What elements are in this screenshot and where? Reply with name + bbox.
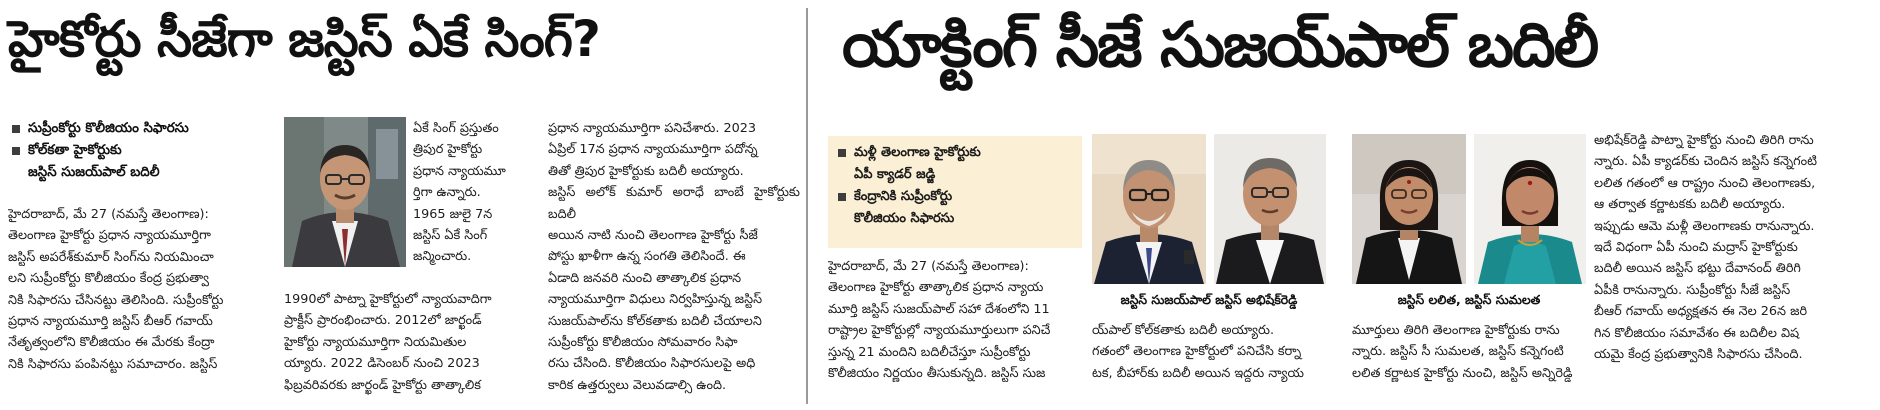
article-left [0,0,804,410]
portrait-justice-sujay-paul [1092,134,1206,284]
column-divider [806,8,808,404]
bullet-item-continued: జస్టిస్ సుజయ్‌పాల్ బదిలీ [28,165,160,180]
article-right [818,0,1880,410]
portrait-justice-sumalatha [1474,134,1586,284]
bullet-dot-icon [838,149,846,157]
bullet-dot-icon [12,147,20,155]
right-body-column-3: మూర్తులు తిరిగి తెలంగాణ హైకోర్టుకు రాను న్నారు. జస్టిస్ సీ సుమలత, జస్టిస్ కన్నెగంటి లలిత కర్ణాటక హైకోర్టు నుంచి, జస్టిస్ అన్నిరెడ్డి [1352,323,1573,381]
portrait-image-icon [1474,134,1586,284]
headline-right: యాక్టింగ్ సీజే సుజయ్‌పాల్ బదిలీ [842,8,1598,81]
left-body-column-2: 1990లో పాట్నా హైకోర్టులో న్యాయవాదిగా ప్రాక్టీస్ ప్రారంభించారు. 2012లో జార్ఖండ్ హైకోర్టు న్యాయమూర్తిగా నియమితుల య్యారు. 2022 డిసెంబర్ నుంచి 2023 ఫిబ్రవరివరకు జార్ఖండ్ హైకోర్టు తాత్కాలిక [284,292,492,393]
portrait-justice-lalitha [1352,134,1466,284]
portrait-image-icon [284,117,406,267]
portrait-justice-abhishek-reddy [1214,134,1326,284]
dateline: హైదరాబాద్, మే 27 (నమస్తే తెలంగాణ): [8,207,209,222]
bullet-item-continued: కొలీజియం సిఫారసు [854,211,955,226]
left-body-column-3: ప్రధాన న్యాయమూర్తిగా పనిచేశారు. 2023 ఏప్రిల్ 17న ప్రధాన న్యాయమూర్తిగా పదోన్న తితో త్రిపుర హైకోర్టుకు బదిలీ అయ్యారు. జస్టిస్ అలోక్ కుమార్ అరాధే బాంబే హైకోర్టుకు బదిలీ అయిన నాటి నుంచి తెలంగాణ హైకోర్టు సీజే పోస్టు ఖాళీగా ఉన్న సంగతి తెలిసిందే. ఈ ఏడాది జనవరి నుంచి తాత్కాలిక ప్రధాన న్యాయమూర్తిగా విధులు నిర్వహిస్తున్న జస్టిస్ సుజయ్‌పాల్‌ను కోల్‌కతాకు బదిలీ చేయాలని సుప్రీంకోర్టు కొలీజియం సోమవారం సిఫా రసు చేసింది. కొలీజియం సిఫారసులపై అధి కారిక ఉత్తర్వులు వెలువడాల్సి ఉంది. [548,121,800,393]
left-body-column-1: హైదరాబాద్, మే 27 (నమస్తే తెలంగాణ): తెలంగాణ హైకోర్టు ప్రధాన న్యాయమూర్తిగా జస్టిస్ అపరేశ్‌కుమార్ సింగ్‌ను నియమించా లని సుప్రీంకోర్టు కొలీజియం కేంద్ర ప్రభుత్వా నికి సిఫారసు చేసినట్టు తెలిసింది. సుప్రీంకోర్టు ప్రధాన న్యాయమూర్తి జస్టిస్ బీఆర్ గవాయ్ నేతృత్వంలోని కొలీజియం ఈ మేరకు కేంద్రా నికి సిఫారసు పంపినట్టు సమాచారం. జస్టిస్ [8,204,278,410]
bullet-dot-icon [12,125,20,133]
portrait-image-icon [1352,134,1466,284]
bullet-item-continued: ఏపీ క్యాడర్ జడ్జి [854,167,936,182]
caption-pair-1: జస్టిస్ సుజయ్‌పాల్ జస్టిస్ అభిషేక్‌రెడ్డి [1120,292,1298,307]
right-body-column-4: అభిషేక్‌రెడ్డి పాట్నా హైకోర్టు నుంచి తిరిగి రాను న్నారు. ఏపీ క్యాడర్‌కు చెందిన జస్టిస్ కన్నెగంటి లలిత గతంలో ఆ రాష్ట్రం నుంచి తెలంగాణకు, ఆ తర్వాత కర్ణాటకకు బదిలీ అయ్యారు. ఇప్పుడు ఆమె మళ్లీ తెలంగాణకు రానున్నారు. ఇదే విధంగా ఏపీ నుంచి మద్రాస్ హైకోర్టుకు బదిలీ అయిన జస్టిస్ భట్టు దేవానంద్ తిరిగి ఏపీకి రానున్నారు. సుప్రీంకోర్టు సీజే జస్టిస్ బీఆర్ గవాయ్ అధ్యక్షతన ఈ నెల 26న జరి గిన కొలీజియం సమావేశం ఈ బదిలీల విష యమై కేంద్ర ప్రభుత్వానికి సిఫారసు చేసింది. [1594,133,1817,363]
bullet-list-left [12,118,282,184]
left-body-column-2-side: ఏకే సింగ్ ప్రస్తుతం త్రిపుర హైకోర్టు ప్రధాన న్యాయమూ ర్తిగా ఉన్నారు. 1965 జులై 7న జస్టిస్ ఏకే సింగ్ జన్మించారు. [413,121,506,265]
highlight-box [828,136,1082,248]
right-body-column-1: హైదరాబాద్, మే 27 (నమస్తే తెలంగాణ): తెలంగాణ హైకోర్టు తాత్కాలిక ప్రధాన న్యాయ మూర్తి జస్టిస్ సుజయ్‌పాల్ సహా దేశంలోని 11 రాష్ట్రాల హైకోర్టుల్లో న్యాయమూర్తులుగా పనిచే స్తున్న 21 మందిని బదిలీచేస్తూ సుప్రీంకోర్టు కొలీజియం నిర్ణయం తీసుకున్నది. జస్టిస్ సుజ [828,256,1084,408]
bullet-dot-icon [838,193,846,201]
bullet-item: కేంద్రానికి సుప్రీంకోర్టు [838,186,1072,208]
dateline: హైదరాబాద్, మే 27 (నమస్తే తెలంగాణ): [828,259,1029,274]
caption-pair-2: జస్టిస్ లలిత, జస్టిస్ సుమలత [1397,292,1541,307]
headline-left: హైకోర్టు సీజేగా జస్టిస్ ఏకే సింగ్? [8,10,600,68]
right-body-column-2: య్‌పాల్ కోల్‌కతాకు బదిలీ అయ్యారు. గతంలో తెలంగాణ హైకోర్టులో పనిచేసి కర్నా టక, బీహార్‌కు బదిలీ అయిన ఇద్దరు న్యాయ [1092,323,1304,381]
bullet-item: సుప్రీంకోర్టు కొలీజియం సిఫారసు [12,118,282,140]
bullet-item: మళ్లీ తెలంగాణ హైకోర్టుకు [838,142,1072,164]
portrait-image-icon [1214,134,1326,284]
portrait-justice-ak-singh [284,117,406,267]
bullet-item: కోల్‌కతా హైకోర్టుకు [12,140,282,162]
portrait-image-icon [1092,134,1206,284]
